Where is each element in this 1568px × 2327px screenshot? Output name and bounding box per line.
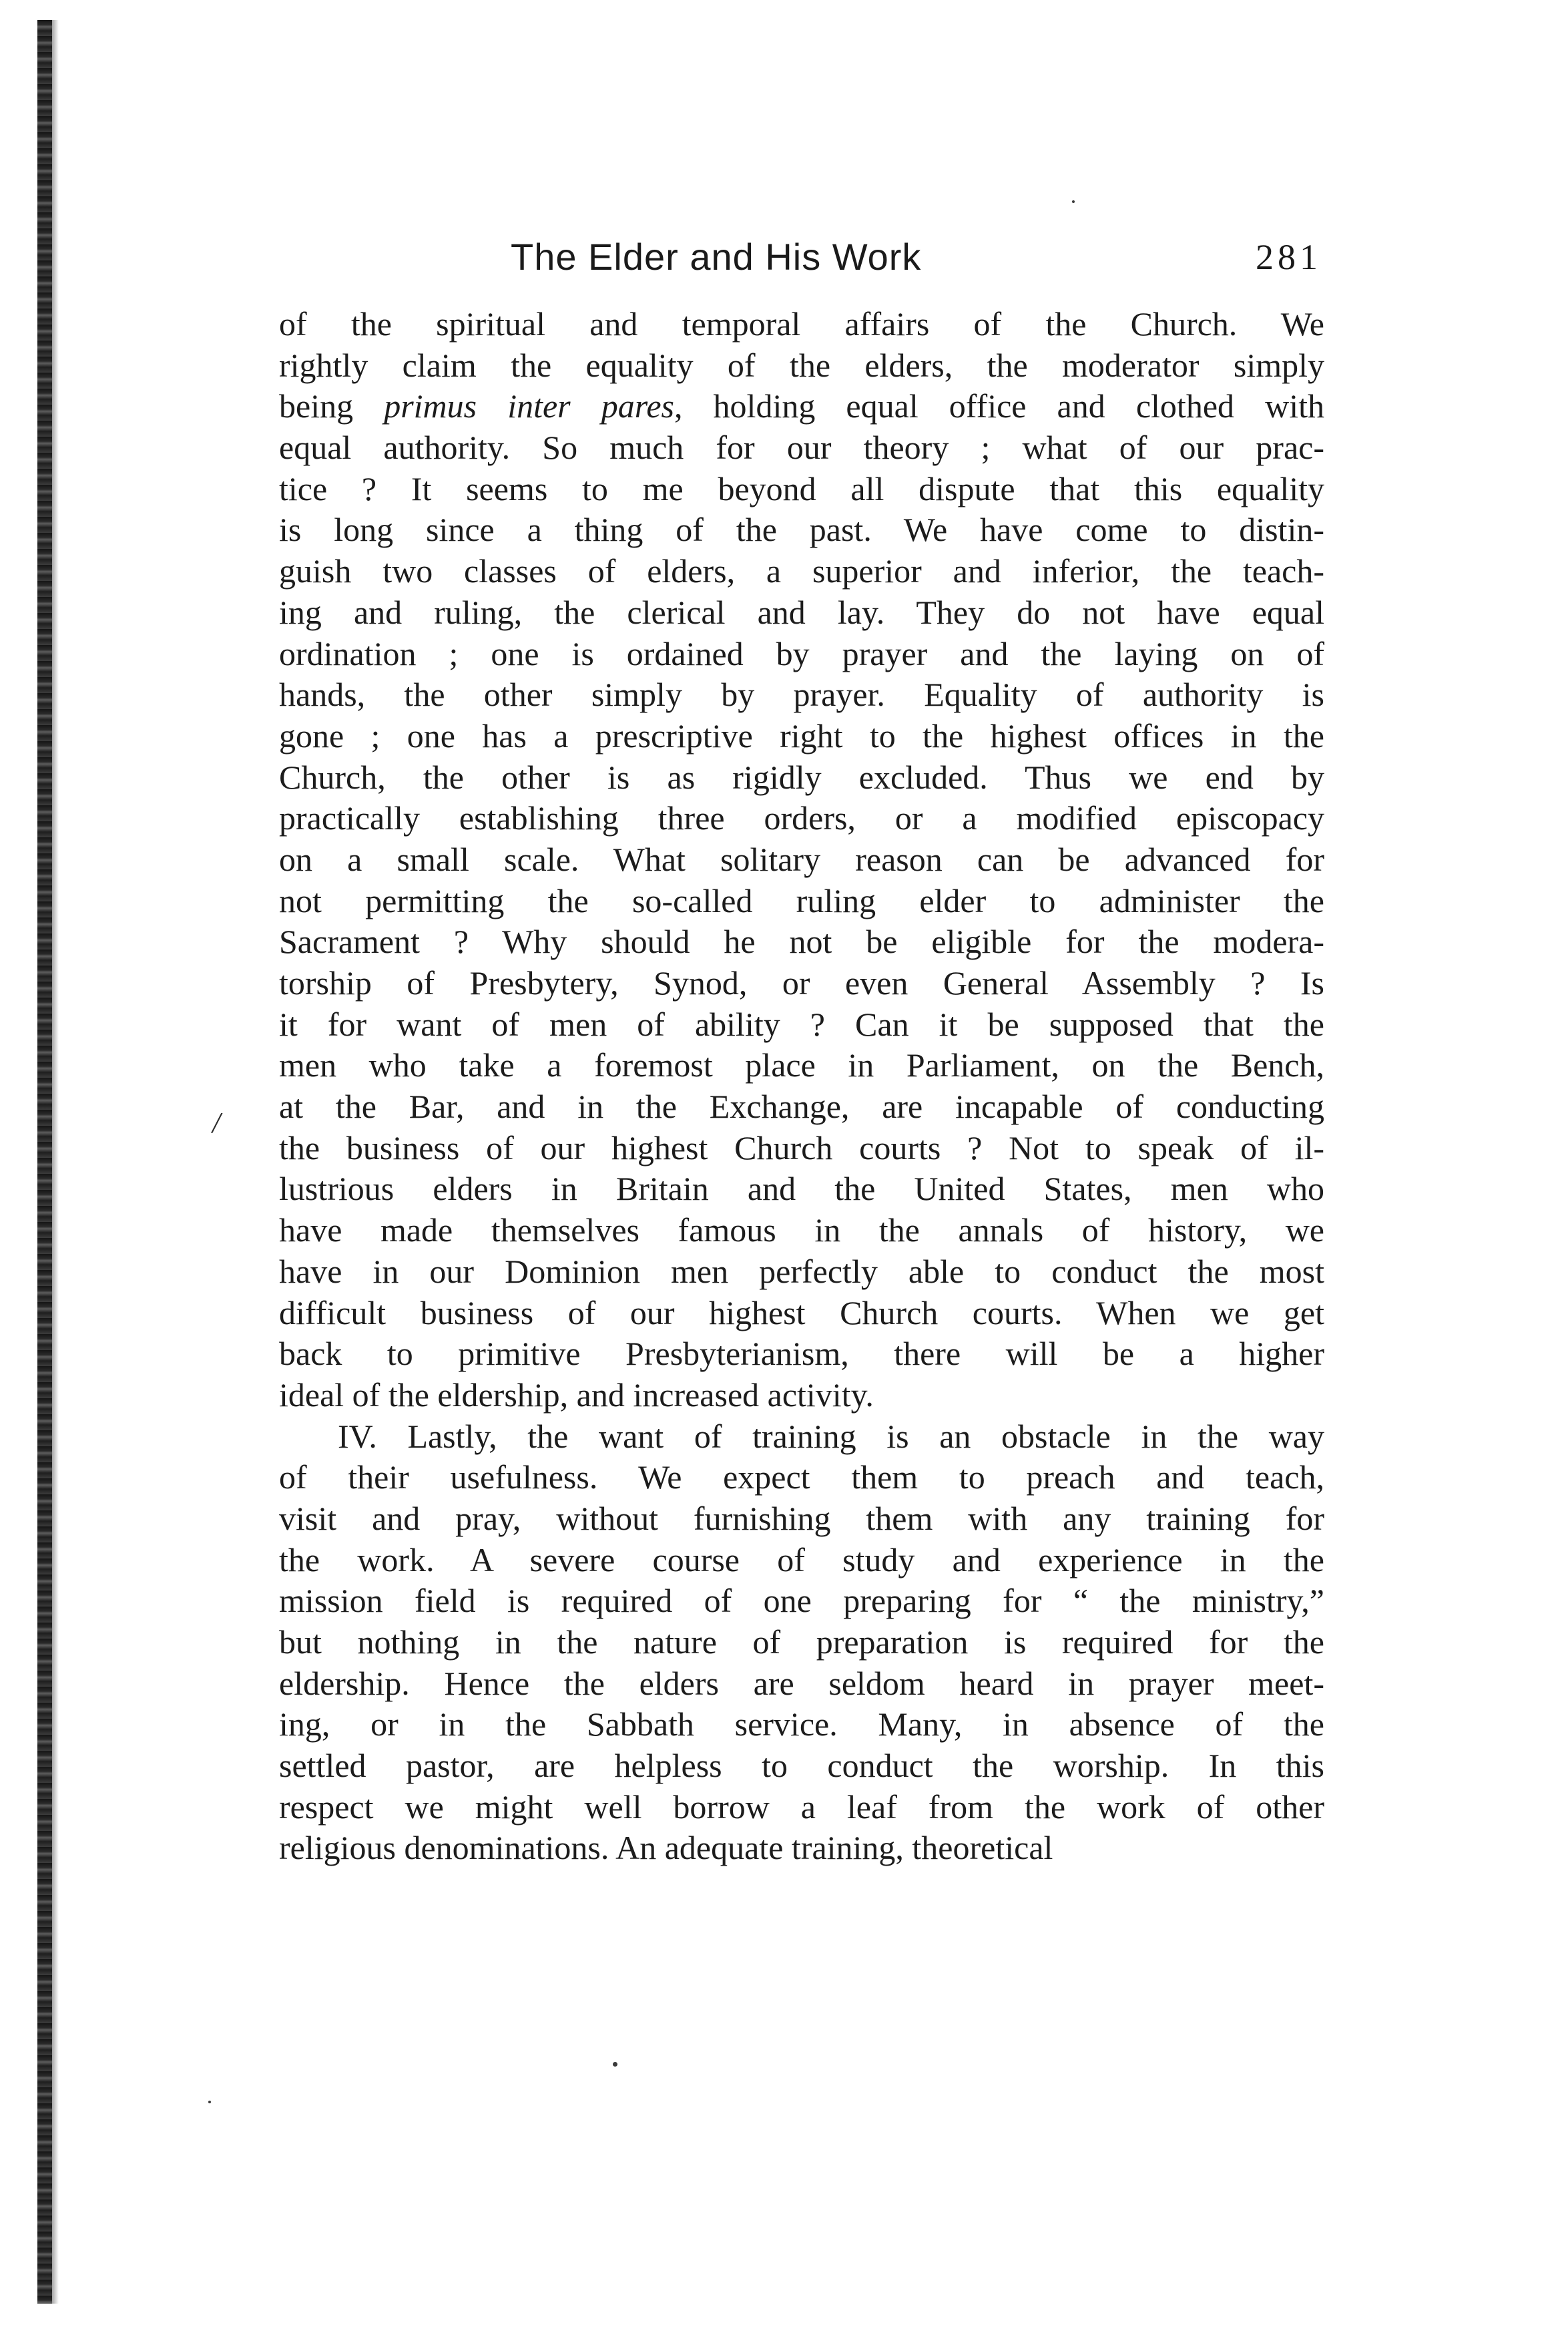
text-line: is long since a thing of the past. We have come to distin- [279,511,1324,549]
text-line: at the Bar, and in the Exchange, are incapable of conducting [279,1088,1324,1126]
text-line: visit and pray, without furnishing them with any training for [279,1499,1324,1537]
text-line: respect we might well borrow a leaf from the work of other [279,1787,1324,1826]
running-head [280,230,1322,290]
text-line: hands, the other simply by prayer. Equality of authority is [279,676,1324,714]
page-binding-edge [37,20,52,2304]
italic-phrase: primus inter pares [384,387,674,425]
text-line: but nothing in the nature of preparation is required for the [279,1623,1324,1661]
text-line: gone ; one has a prescriptive right to the highest offices in the [279,716,1324,755]
text-line: the business of our highest Church courts ? Not to speak of il- [279,1128,1324,1167]
text-line: have in our Dominion men perfectly able to conduct the most [279,1252,1324,1290]
text-line: ideal of the eldership, and increased activity. [279,1376,874,1414]
text-line: on a small scale. What solitary reason can be advanced for [279,840,1324,878]
text-line: being primus inter pares, holding equal office and clothed with [279,387,1324,425]
body-text [279,304,1324,1869]
text-line: of the spiritual and temporal affairs of the Church. We [279,305,1324,343]
text-line: the work. A severe course of study and experience in the [279,1540,1324,1578]
text-line: Sacrament ? Why should he not be eligible for the modera- [279,923,1324,961]
print-speck [613,2062,617,2067]
print-speck [1072,200,1075,203]
text-line: Church, the other is as rigidly excluded. Thus we end by [279,758,1324,796]
text-line: mission field is required of one preparing for “ the ministry,” [279,1582,1324,1620]
text-line: tice ? It seems to me beyond all dispute that this equality [279,469,1324,507]
text-line: ing, or in the Sabbath service. Many, in absence of the [279,1705,1324,1743]
text-line: equal authority. So much for our theory ; what of our prac- [279,429,1324,467]
text-line: eldership. Hence the elders are seldom heard in prayer meet- [279,1664,1324,1702]
text-line: back to primitive Presbyterianism, there will be a higher [279,1335,1324,1373]
text-line: IV. Lastly, the want of training is an obstacle in the way [338,1417,1324,1455]
text-line: ing and ruling, the clerical and lay. They do not have equal [279,593,1324,631]
page-number: 281 [1256,237,1322,277]
text-line: torship of Presbytery, Synod, or even General Assembly ? Is [279,964,1324,1002]
text-line: rightly claim the equality of the elders, the moderator simply [279,346,1324,384]
text-line: of their usefulness. We expect them to preach and teach, [279,1458,1324,1496]
text-line: it for want of men of ability ? Can it be supposed that the [279,1005,1324,1043]
text-line: difficult business of our highest Church courts. When we get [279,1293,1324,1331]
text-line: ordination ; one is ordained by prayer and the laying on of [279,634,1324,672]
text-line: not permitting the so-called ruling elder to administer the [279,881,1324,919]
margin-mark: / [212,1106,221,1139]
text-line: lustrious elders in Britain and the United States, men who [279,1170,1324,1208]
print-speck [208,2101,211,2103]
text-line: guish two classes of elders, a superior and inferior, the teach- [279,552,1324,590]
text-line: religious denominations. An adequate training, theoretical [279,1829,1053,1867]
page-binding-shadow [52,20,59,2304]
text-line: practically establishing three orders, or a modified episcopacy [279,799,1324,837]
running-title: The Elder and His Work [511,236,922,278]
text-line: men who take a foremost place in Parliament, on the Bench, [279,1046,1324,1084]
text-line: settled pastor, are helpless to conduct the worship. In this [279,1747,1324,1785]
text-line: have made themselves famous in the annals of history, we [279,1211,1324,1249]
